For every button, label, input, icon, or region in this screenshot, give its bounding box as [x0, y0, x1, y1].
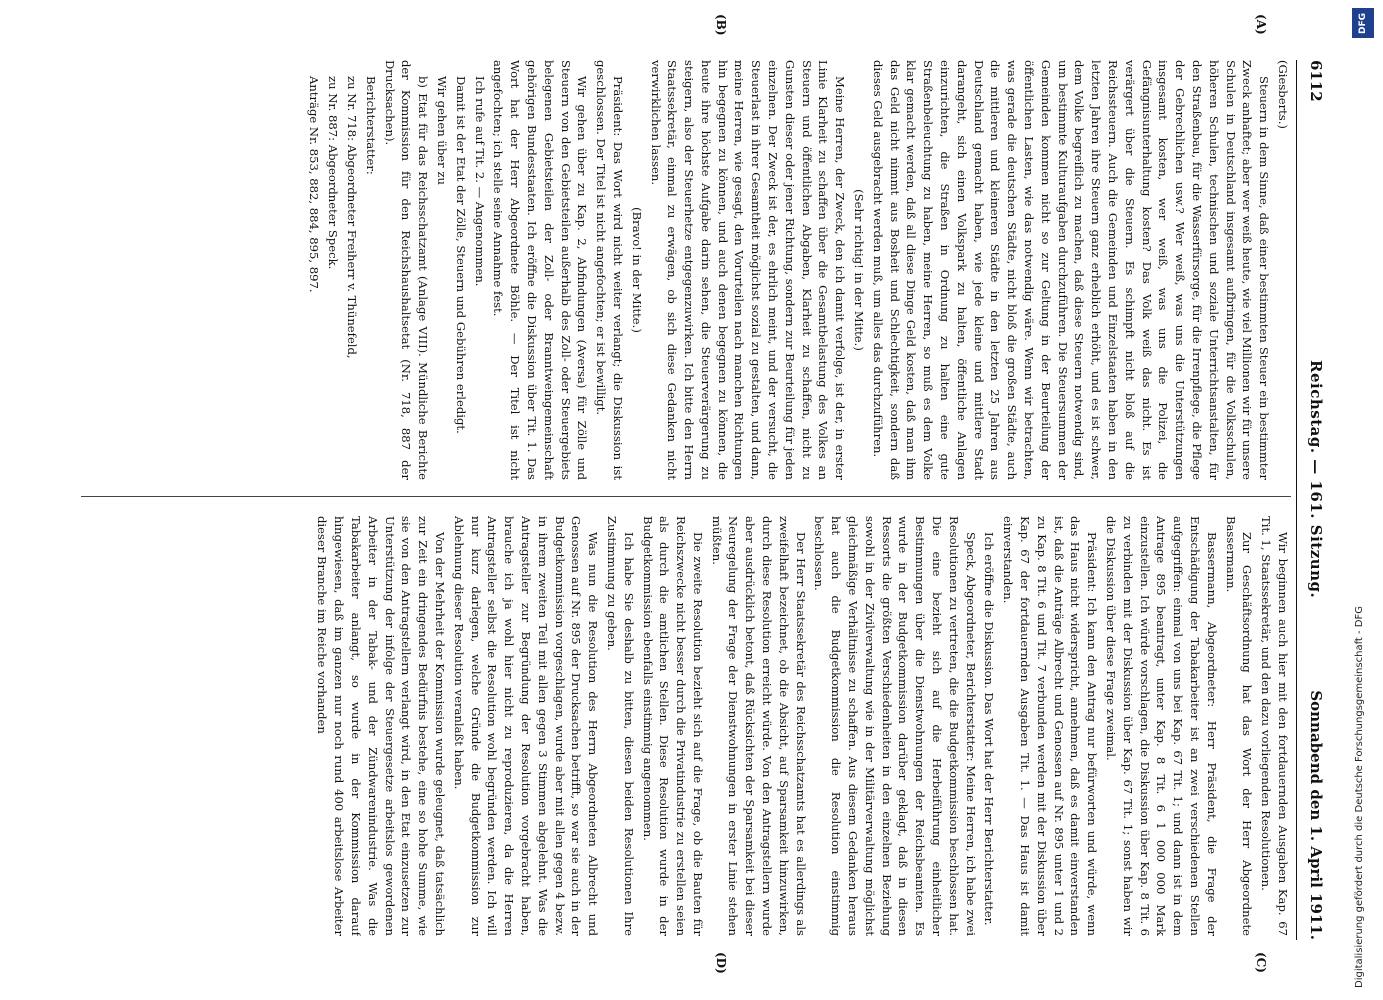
paragraph: Die zweite Resolution bezieht sich auf die Frage, ob die Bauten für Reichszwecke nicht besser durch die Privatindustrie zu erstellen seien als durch die amtlichen Stellen. Diese Resolution wurde in der Budgetkommission ebenfalls einstimmig angenommen. — [640, 516, 705, 936]
paragraph: Wir beginnen auch hier mit den fortdauernden Ausgaben Kap. 67 Tit. 1, Staatssekretär, und den dazu vorliegenden Resolutionen. — [1259, 516, 1290, 936]
paragraph: Wir gehen über zu Kap. 2, Abfindungen (Aversa) für Zölle und Steuern von den Gebietsteilen außerhalb des Zoll- oder Steuergebiets belegenen Gebietsteilen der Zoll- oder Branntweingemeinschaft gehörigen Bundesstaaten. Ich eröffne die Diskussion über Tit. 1. Das Wort hat der Herr Abgeordnete Böhle. — Der Titel ist nicht angefochten; ich stelle seine Annahme fest. — [491, 60, 590, 480]
paragraph: Zur Geschäftsordnung hat das Wort der Herr Abgeordnete Bassermann. — [1223, 516, 1255, 936]
session-date: Sonnabend den 1. April 1911. — [1307, 690, 1325, 940]
margin-mark-a: (A) — [1254, 14, 1268, 35]
session-title: Reichstag. — 161. Sitzung. — [1307, 360, 1325, 599]
paragraph: b) Etat für das Reichsschatzamt (Anlage VIII). Mündliche Berichte der Kommission für den Reichshaushaltsetat (Nr. 718, 887 der Drucksachen). — [382, 60, 431, 480]
paragraph: Präsident: Das Wort wird nicht weiter verlangt; die Diskussion ist geschlossen. Der Titel ist nicht angefochten; er ist bewilligt. — [594, 60, 625, 480]
column-divider — [81, 496, 1291, 497]
paragraph: Berichterstatter: — [363, 76, 378, 175]
left-column — [81, 60, 1291, 480]
page-number: 6112 — [1307, 60, 1325, 102]
digitization-note: Digitalisierung gefördert durch die Deutsche Forschungsgemeinschaft - DFG — [1354, 605, 1365, 988]
paragraph: Anträge Nr. 853, 882, 884, 895, 897. — [307, 76, 322, 293]
side-note — [1350, 8, 1378, 992]
margin-mark-c: (C) — [1254, 952, 1268, 973]
paragraph: zu Nr. 718: Abgeordneter Freiherr v. Thünefeld, — [344, 76, 359, 359]
right-column — [81, 516, 1291, 936]
paragraph: (Bravo! in der Mitte.) — [629, 207, 644, 333]
paragraph: Ich eröffne die Diskussion. Das Wort hat der Herr Berichterstatter. — [982, 532, 997, 926]
paragraph: Ich rufe auf Tit. 2. — Angenommen. — [472, 76, 487, 287]
paragraph: (Sehr richtig! in der Mitte.) — [852, 189, 867, 351]
paragraph: Der Herr Staatssekretär des Reichsschatzamts hat es allerdings als zweifelhaft bezeichnet, ob die Absicht, auf Sparsamkeit hinzuwirken, durch diese Resolution erreicht würde. Von den Antragstellern wurde aber ausdrücklich betont, daß Rücksichten der Sparsamkeit bei dieser Neuregelung der Frage der Dienstwohnungen in erster Linie stehen müßten. — [709, 516, 808, 936]
paragraph: zu Nr. 887: Abgeordneter Speck. — [326, 76, 341, 270]
page-header — [1299, 60, 1325, 940]
paragraph: Präsident: Ich kann den Antrag nur befürworten und würde, wenn das Haus nicht widerspricht, annehmen, daß es damit einverstanden ist, daß die Anträge Albrecht und Genossen auf Nr. 895 unter 1 und 2 zu Kap. 8 Tit. 6 und Tit. 7 verbunden werden mit der Diskussion über Kap. 67 der fortdauernden Ausgaben Tit. 1. — Das Haus ist damit einverstanden. — [1001, 516, 1100, 936]
margin-mark-d: (D) — [714, 952, 728, 974]
dfg-logo: DFG — [1352, 8, 1374, 38]
paragraph: Damit ist der Etat der Zölle, Steuern und Gebühren erledigt. — [453, 76, 468, 434]
paragraph: Bassermann, Abgeordneter: Herr Präsident, die Frage der Entschädigung der Tabakarbeiter ist an zwei verschiedenen Stellen aufgegriffen: einmal von uns bei Kap. 67 Tit. 1; und dann ist in dem Antrage 895 beantragt, unter Kap. 8 Tit. 6 1 000 000 Mark einzustellen. Ich würde vorschlagen, die Diskussion über Kap. 8 Tit. 6 zu verbinden mit der Diskussion über Kap. 67 Tit. 1; sonst haben wir die Diskussion über diese Frage zweimal. — [1104, 516, 1219, 936]
paragraph: (Giesberts.) — [1276, 60, 1290, 129]
paragraph: Ich habe Sie deshalb zu bitten, diesen beiden Resolutionen Ihre Zustimmung zu geben. — [604, 516, 636, 936]
paragraph: Meine Herren, der Zweck, den ich damit verfolge, ist der, in erster Linie Klarheit zu schaffen über die Gesamtbelastung des Volkes an Steuern und öffentlichen Abgaben, Klarheit zu schaffen, nicht zu Gunsten dieser oder jener Richtung, sondern zur Beurteilung für jeden einzelnen. Der Zweck ist der, es ehrlich meint, und der versucht, die Steuerlast in ihrer Gesamtheit möglichst sozial zu gestalten, und dann, meine Herren, wie gesagt, den Vorurteilen nach manchen Richtungen hin begegnen zu können, und auch denen begegnen zu können, die heute ihre höchste Aufgabe darin sehen, die Steuerverärgerung zu steigern, also der Steuerhetze entgegenzuwirken. Ich bitte den Herrn Staatssekretär, einmal zu erwägen, ob sich diese Gedanken nicht verwirklichen lassen. — [648, 60, 848, 480]
paragraph: Steuern in dem Sinne, daß einer bestimmten Steuer ein bestimmter Zweck anhaftet; aber wer weiß heute, wie viel Millionen wir für unsere Schulen in Deutschland insgesamt aufbringen, für die Volksschulen, höheren Schulen, technischen und soziale Unterrichtsanstalten, für den Straßenbau, für die Wasserfürsorge, für die Irrenpflege, die Pflege der Gebrechlichen usw.? Wer weiß, was uns die Unterstützungen insgesamt kosten, wer weiß, was uns die Polizei, die Gefängnisunterhaltung kosten? Das Volk weiß das nicht. Es ist verärgert über die Steuern. Es schimpft nicht bloß auf die Reichssteuern. Auch die Gemeinden und Einzelstaaten haben in den letzten Jahren ihre Steuern ganz erheblich erhöht, und es ist schwer, dem Volke begreiflich zu machen, daß diese Steuern notwendig sind, um bestimmte Kulturaufgaben durchzuführen. Die Steuersummen der Gemeinden kommen nicht so zur Geltung in der Beurteilung der öffentlichen Lasten, wie das notwendig wäre. Wenn wir betrachten, was gerade die deutschen Städte, nicht bloß die großen Städte, auch die mittleren und kleineren Städte in den letzten 25 Jahren aus Deutschland gemacht haben, wie jede kleine und mittlere Stadt darangeht, sich einen Volkspark zu halten, öffentliche Anlagen einzurichten, die Straßen in Ordnung zu halten eine gute Straßenbeleuchtung zu haben, meine Herren, so muß es dem Volke klar gemacht werden, daß all diese Dinge Geld kosten, daß man ihm das Geld nicht nimmt aus Bosheit und Schlechtigkeit, sondern daß dieses Geld ausgebracht werden muß, um alles das durchzuführen. — [870, 60, 1272, 480]
paragraph: Wir gehen über zu — [434, 76, 449, 185]
paragraph: Von der Mehrheit der Kommission wurde geleugnet, daß tatsächlich zur Zeit ein dringendes Bedürfnis bestehe, eine so hohe Summe, wie sie von den Antragstellern verlangt wird, in den Etat einzusetzen zur Unterstützung der infolge der Steuergesetze arbeitslos gewordenen Arbeiter in der Tabak- und der Zündwarenindustrie. Was die Tabakarbeiter anlangt, so wurde in der Kommission darauf hingewiesen, daß im ganzen nur noch rund 400 arbeitslose Arbeiter dieser Branche im Reiche vorhanden — [315, 516, 447, 936]
paragraph: Speck, Abgeordneter, Berichterstatter: Meine Herren, ich habe zwei Resolutionen zu vertreten, die die Budgetkommission beschlossen hat. Die eine bezieht sich auf die Herbeiführung einheitlicher Bestimmungen über die Dienstwohnungen der Reichsbeamten. Es wurde in der Budgetkommission darüber geklagt, daß in diesen Ressorts die größten Verschiedenheiten in den einzelnen Beziehung sowohl in der Zivilverwaltung wie in der Militärverwaltung möglichst gleichmäßige Verhältnisse zu schaffen. Aus diesem Gedanken heraus hat auch die Budgetkommission die Resolution einstimmig beschlossen. — [812, 516, 978, 936]
header-rule — [1296, 60, 1297, 940]
paragraph: Was nun die Resolution des Herrn Abgeordneten Albrecht und Genossen auf Nr. 895 der Drucksachen betrifft, so war sie auch in der Budgetkommission vorgeschlagen, wurde aber mit allen gegen 4 bezw. in ihrem zweiten Teil mit allen gegen 3 Stimmen abgelehnt. Was die Antragsteller zur Begründung der Resolution vorgebracht haben, brauche ich ja wohl hier nicht zu reproduzieren, da die Herren Antragsteller selbst die Resolution wohl begründen werden. Ich will nur kurz darlegen, welche Gründe die Budgetkommission zur Ablehnung dieser Resolution veranlaßt haben. — [451, 516, 601, 936]
margin-mark-b: (B) — [714, 14, 728, 36]
